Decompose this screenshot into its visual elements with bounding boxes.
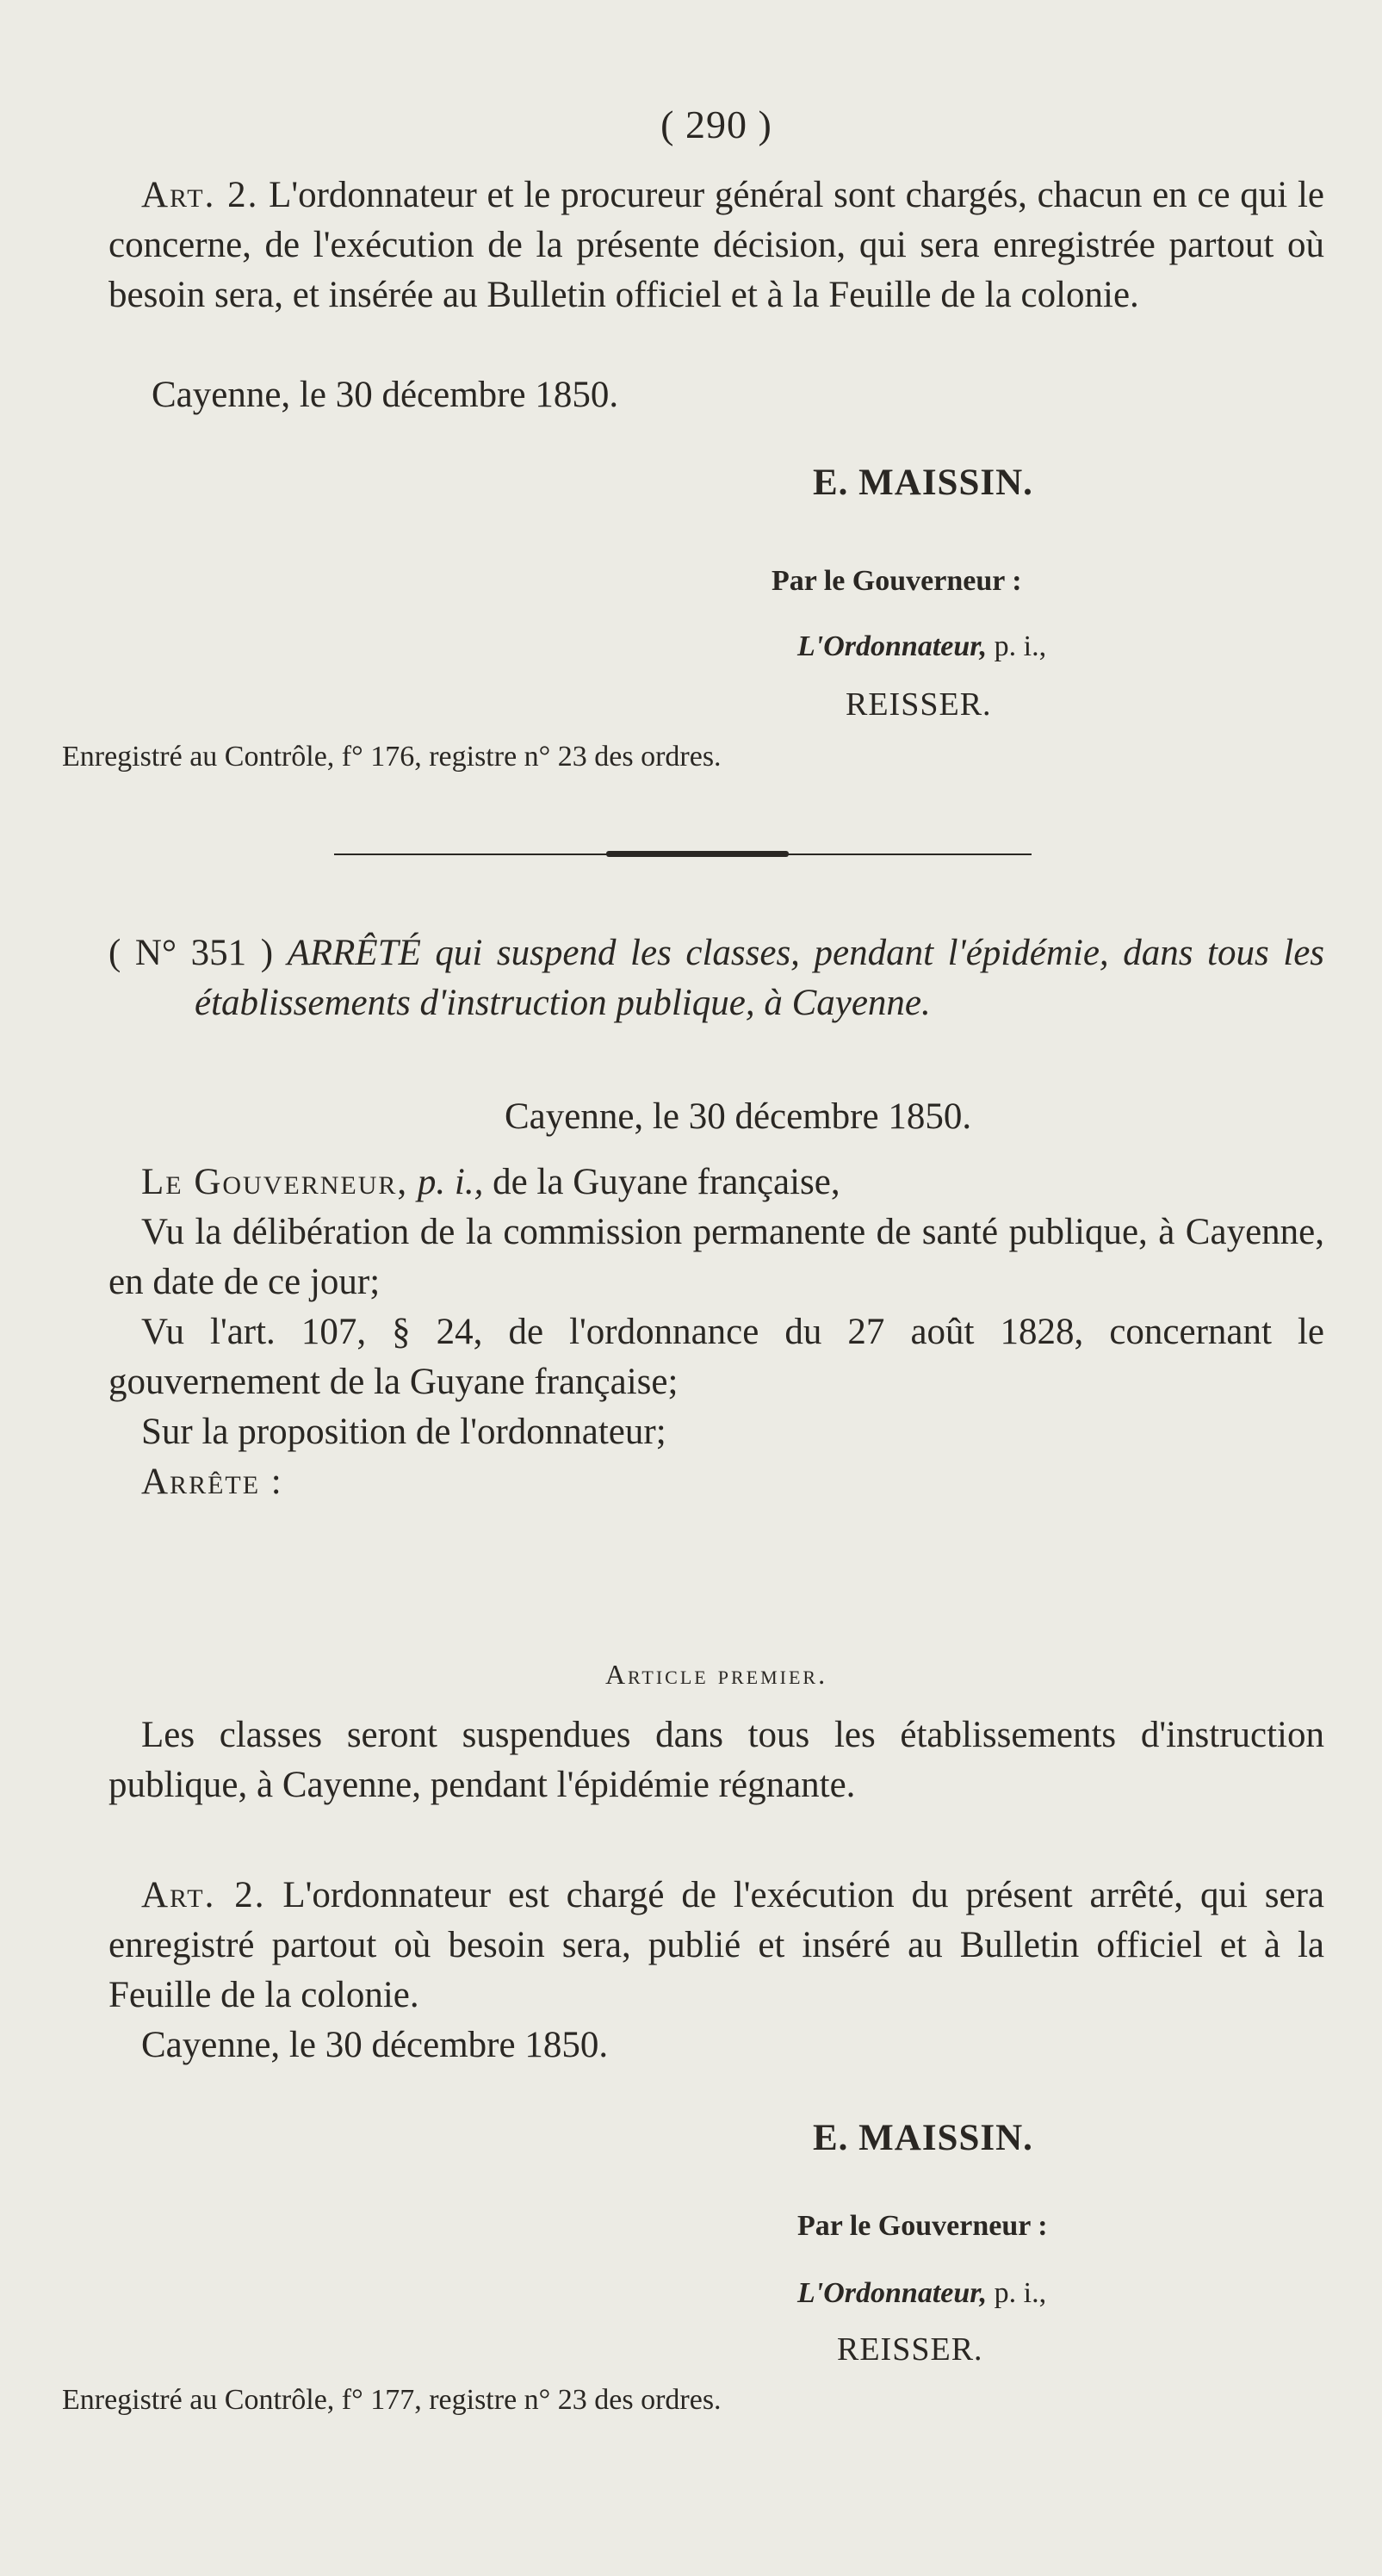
article-label: Art. 2. xyxy=(141,175,259,215)
decision-number: ( N° 351 ) xyxy=(108,933,274,973)
page-number: ( 290 ) xyxy=(660,102,772,146)
second-countersign: REISSER. xyxy=(837,2331,983,2368)
first-registry: Enregistré au Contrôle, f° 176, registre n° 23 des ordres. xyxy=(62,741,722,773)
second-by-governor: Par le Gouverneur : xyxy=(797,2210,1048,2242)
second-decision-place-date: Cayenne, le 30 décembre 1850. xyxy=(141,2025,609,2065)
article-label: Art. 2. xyxy=(141,1875,266,1915)
second-decision-body xyxy=(108,1158,1324,1507)
arrete-label: Arrête : xyxy=(141,1462,283,1502)
preamble-governor: Le Gouverneur, p. i., de la Guyane française, xyxy=(141,1162,840,1202)
second-decision-heading xyxy=(108,928,1324,1028)
second-ordonnateur: L'Ordonnateur, p. i., xyxy=(797,2277,1047,2309)
article-text: L'ordonnateur et le procureur général sont chargés, chacun en ce qui le concerne, de l'exécution de la présente décision, qui sera enregistrée partout où besoin sera, et insérée au Bulletin officiel et à la Feuille de la colonie. xyxy=(108,175,1325,315)
second-decision-date-line: Cayenne, le 30 décembre 1850. xyxy=(505,1096,972,1137)
first-countersign: REISSER. xyxy=(846,686,992,723)
considerant-2: Vu l'art. 107, § 24, de l'ordonnance du 27 août 1828, concernant le gouvernement de la Guyane française; xyxy=(108,1312,1324,1402)
second-signatory: E. MAISSIN. xyxy=(813,2118,1033,2158)
article-premier-heading: Article premier. xyxy=(604,1659,828,1690)
first-ordonnateur: L'Ordonnateur, p. i., xyxy=(797,630,1047,662)
first-decision-place-date: Cayenne, le 30 décembre 1850. xyxy=(152,375,619,415)
considerant-3: Sur la proposition de l'ordonnateur; xyxy=(141,1412,666,1452)
article-text: L'ordonnateur est chargé de l'exécution du présent arrêté, qui sera enregistré partout où besoin sera, publié et inséré au Bulletin officiel et à la Feuille de la colonie. xyxy=(108,1875,1324,2015)
article-premier xyxy=(108,1710,1324,1810)
second-registry: Enregistré au Contrôle, f° 177, registre n° 23 des ordres. xyxy=(62,2384,722,2416)
first-by-governor: Par le Gouverneur : xyxy=(772,565,1022,597)
first-signatory: E. MAISSIN. xyxy=(813,462,1033,503)
second-decision-article-2 xyxy=(108,1871,1324,2070)
first-decision-article-2 xyxy=(108,171,1324,320)
separator-rule-ornament xyxy=(606,851,789,857)
article-premier-text: Les classes seront suspendues dans tous les établissements d'instruction publique, à Cayenne, pendant l'épidémie régnante. xyxy=(108,1715,1324,1805)
considerant-1: Vu la délibération de la commission permanente de santé publique, à Cayenne, en date de ce jour; xyxy=(108,1212,1324,1302)
document-page xyxy=(62,102,1325,2496)
decision-title: ARRÊTÉ qui suspend les classes, pendant l'épidémie, dans tous les établissements d'instruction publique, à Cayenne. xyxy=(195,933,1325,1023)
